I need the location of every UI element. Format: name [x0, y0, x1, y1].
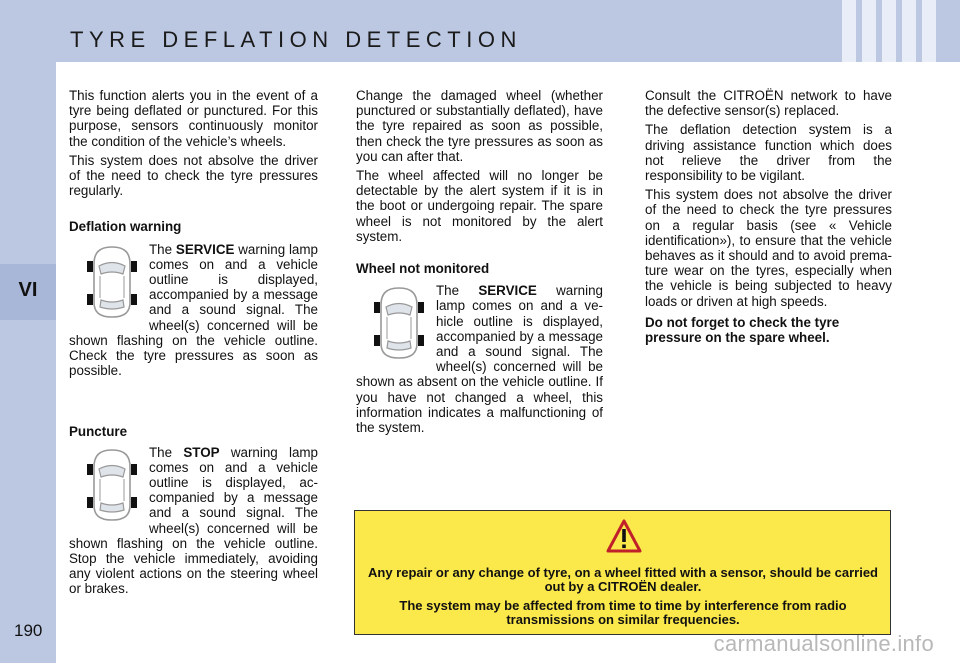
car-outline-icon	[83, 244, 141, 320]
consult-paragraph: Consult the CITROËN network to have the defective sensor(s) replaced.	[645, 88, 892, 119]
header-stripe	[922, 0, 936, 62]
page-number: 190	[14, 621, 43, 640]
column-1	[69, 88, 318, 601]
service-lamp-label: SERVICE	[478, 283, 537, 299]
sidebar	[0, 62, 56, 663]
header-stripe	[862, 0, 876, 62]
column-3	[645, 88, 892, 349]
assistance-paragraph: The deflation detection system is a driving assistance function which does not relieve the driver from the responsibility to be vigilant.	[645, 122, 892, 184]
chapter-label: VI	[18, 279, 38, 301]
car-outline-icon	[83, 447, 141, 523]
not-monitored-text: The SERVICE warning lamp comes on and a vehicle outline is displayed, accompanied by a message and a sound signal. The wheel(s) concerned will be shown as absent on the vehicle outline. If you have not changed a wheel, this information indicates a malfunctioning of the system.	[356, 283, 603, 436]
notice-interference-text: The system may be affected from time to time by interference from radio transmissions on similar frequencies.	[399, 598, 847, 627]
spare-wheel-reminder: Do not forget to check the tyre pressure on the spare wheel.	[645, 314, 840, 346]
puncture-block	[69, 445, 318, 597]
change-wheel-paragraph: Change the damaged wheel (whether punctured or substantially deflated), have the tyre repaired as soon as possible, then check the tyre pressures as soon as you can after that.	[356, 88, 603, 164]
notice-repair-text: Any repair or any change of tyre, on a wheel fitted with a sensor, should be carried out by a CITROËN dealer.	[367, 565, 878, 594]
warning-notice	[354, 510, 891, 635]
not-monitored-heading: Wheel not monitored	[356, 261, 490, 277]
page-title: TYRE DEFLATION DETECTION	[70, 27, 522, 52]
deflation-block	[69, 242, 318, 379]
deflation-heading: Deflation warning	[69, 219, 182, 235]
car-outline-icon	[370, 285, 428, 361]
column-2	[356, 88, 603, 439]
header-stripe	[902, 0, 916, 62]
page-header	[0, 0, 960, 62]
stop-lamp-label: STOP	[183, 444, 220, 460]
intro-paragraph: This function alerts you in the event of a tyre being deflated or punctured. For this purpose, sensors continuously monitor the condition of the vehicle’s wheels.	[69, 88, 318, 149]
deflation-text: The SERVICE warning lamp comes on and a vehicle outline is displayed, accompanied by a message and a sound signal. The wheel(s) concerned will be shown flashing on the vehicle outline. Check the tyre pressures as soon as possible.	[69, 241, 318, 379]
warning-triangle-icon	[606, 519, 642, 553]
intro-paragraph-2: This system does not absolve the driver of the need to check the tyre pressures regularly.	[69, 152, 318, 199]
pressure-paragraph: This system does not absolve the driver of the need to check the tyre pressures on a regular basis (see « Vehicle identification»), to ensure that the vehicle behaves as it should and to avoid premature wear on the tyres, especially when the vehicle is being subjected to heavy loads or driven at high speeds.	[645, 187, 892, 309]
not-monitored-block	[356, 283, 603, 435]
wheel-affected-paragraph: The wheel affected will no longer be detectable by the alert system if it is in the boot or undergoing repair. The spare wheel is not monitored by the alert system.	[356, 168, 603, 244]
puncture-heading: Puncture	[69, 424, 128, 440]
header-stripe	[842, 0, 856, 62]
puncture-text: The STOP warning lamp comes on and a vehicle outline is displayed, accompanied by a message and a sound signal. The wheel(s) concerned will be shown flashing on the vehicle outline. Stop the vehicle immediately, avoiding any violent actions on the steering wheel or brakes.	[69, 444, 318, 597]
watermark: carmanualsonline.info	[713, 631, 934, 656]
service-lamp-label: SERVICE	[175, 241, 235, 257]
header-stripe	[882, 0, 896, 62]
